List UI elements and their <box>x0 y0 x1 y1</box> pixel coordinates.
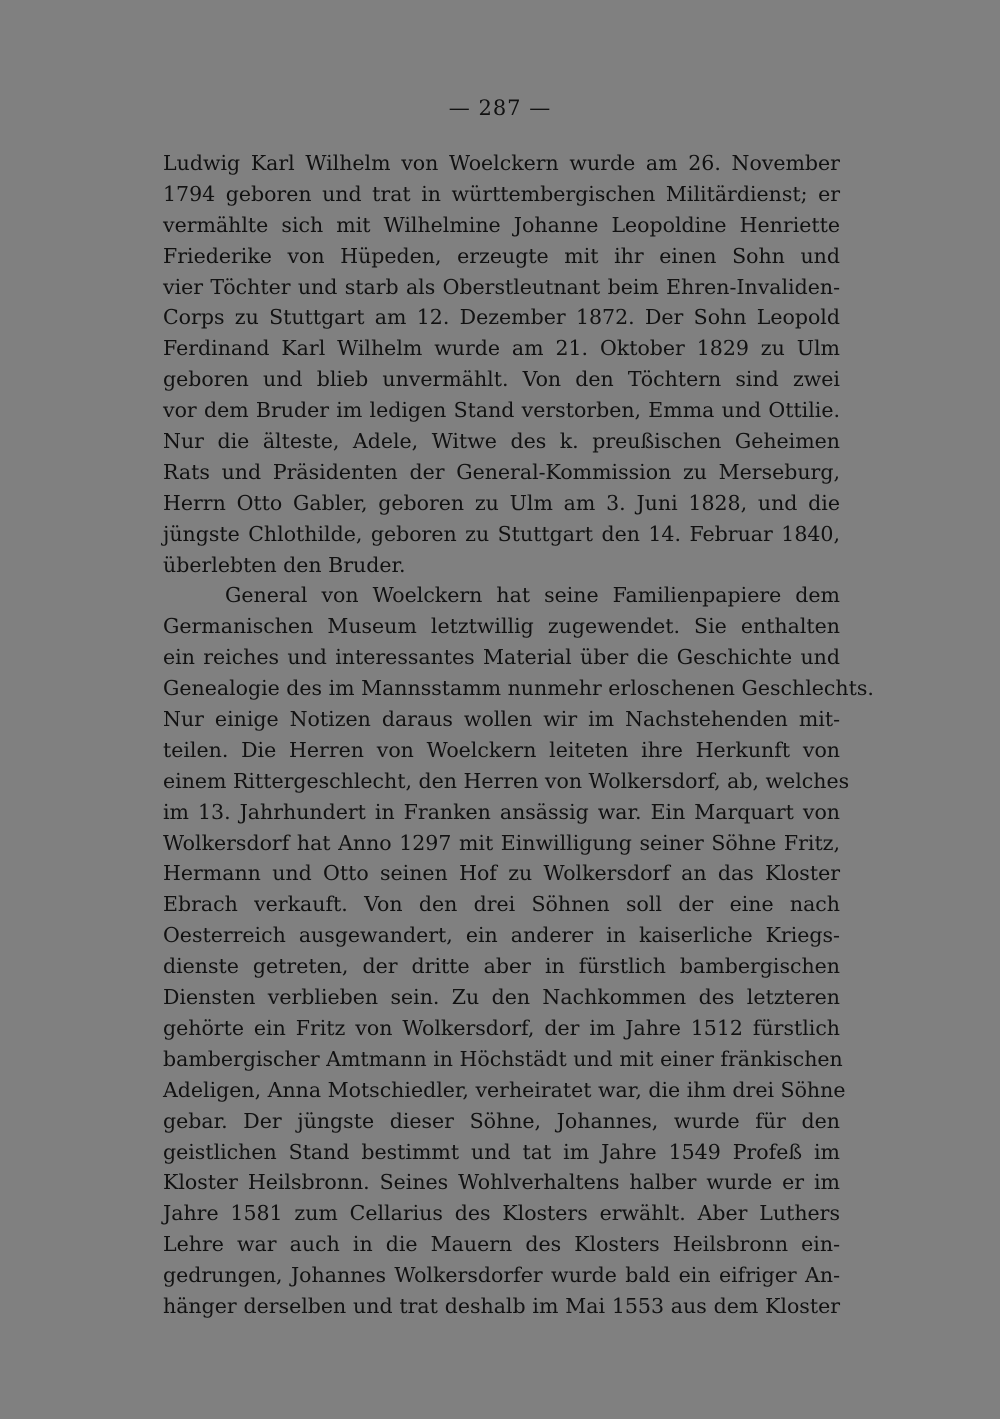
text-line: Wolkersdorf hat Anno 1297 mit Einwilligung seiner Söhne Fritz, <box>163 830 840 855</box>
text-line: 1794 geboren und trat in württembergischen Militärdienst; er <box>163 181 840 206</box>
text-line: hänger derselben und trat deshalb im Mai 1553 aus dem Kloster <box>163 1293 840 1318</box>
text-line: teilen. Die Herren von Woelckern leiteten ihre Herkunft von <box>163 737 840 762</box>
text-line: gedrungen, Johannes Wolkersdorfer wurde bald ein eifriger An- <box>163 1263 840 1288</box>
text-line: Genealogie des im Mannsstamm nunmehr erloschenen Geschlechts. <box>163 676 874 701</box>
text-line: Corps zu Stuttgart am 12. Dezember 1872. Der Sohn Leopold <box>163 305 840 330</box>
text-line: Nur einige Notizen daraus wollen wir im Nachstehenden mit- <box>163 707 840 732</box>
text-line: bambergischer Amtmann in Höchstädt und mit einer fränkischen <box>163 1046 843 1071</box>
text-line: Herrn Otto Gabler, geboren zu Ulm am 3. Juni 1828, und die <box>163 490 840 515</box>
paragraph-2 <box>163 580 874 1321</box>
text-line: Ebrach verkauft. Von den drei Söhnen soll der eine nach <box>163 892 840 917</box>
text-line: Rats und Präsidenten der General-Kommission zu Merseburg, <box>163 459 840 484</box>
text-line: einem Rittergeschlecht, den Herren von Wolkersdorf, ab, welches <box>163 768 850 793</box>
text-line: jüngste Chlothilde, geboren zu Stuttgart den 14. Februar 1840, <box>163 521 840 546</box>
text-line: vermählte sich mit Wilhelmine Johanne Leopoldine Henriette <box>163 212 840 237</box>
body-text <box>163 148 874 1322</box>
text-line: gehörte ein Fritz von Wolkersdorf, der im Jahre 1512 fürstlich <box>163 1015 840 1040</box>
text-line: überlebten den Bruder. <box>163 552 406 577</box>
text-line: Lehre war auch in die Mauern des Klosters Heilsbronn ein- <box>163 1232 840 1257</box>
text-line: geistlichen Stand bestimmt und tat im Jahre 1549 Profeß im <box>163 1139 840 1164</box>
text-line: vor dem Bruder im ledigen Stand verstorben, Emma und Ottilie. <box>163 398 840 423</box>
text-line: Jahre 1581 zum Cellarius des Klosters erwählt. Aber Luthers <box>163 1201 840 1226</box>
text-line: Nur die älteste, Adele, Witwe des k. preußischen Geheimen <box>163 429 840 454</box>
text-line: Kloster Heilsbronn. Seines Wohlverhaltens halber wurde er im <box>163 1170 840 1195</box>
text-line: dienste getreten, der dritte aber in fürstlich bambergischen <box>163 954 840 979</box>
text-line: Friederike von Hüpeden, erzeugte mit ihr einen Sohn und <box>163 243 840 268</box>
text-line: Hermann und Otto seinen Hof zu Wolkersdorf an das Kloster <box>163 861 840 886</box>
text-line: General von Woelckern hat seine Familienpapiere dem <box>225 583 840 608</box>
text-line: geboren und blieb unvermählt. Von den Töchtern sind zwei <box>163 367 840 392</box>
text-line: gebar. Der jüngste dieser Söhne, Johannes, wurde für den <box>163 1108 840 1133</box>
text-line: Ferdinand Karl Wilhelm wurde am 21. Oktober 1829 zu Ulm <box>163 336 840 361</box>
paragraph-1 <box>163 148 840 580</box>
text-line: im 13. Jahrhundert in Franken ansässig war. Ein Marquart von <box>163 799 840 824</box>
text-line: ein reiches und interessantes Material über die Geschichte und <box>163 645 840 670</box>
text-line: Ludwig Karl Wilhelm von Woelckern wurde am 26. November <box>163 151 840 175</box>
text-line: Oesterreich ausgewandert, ein anderer in kaiserliche Kriegs- <box>163 923 840 948</box>
text-line: Diensten verblieben sein. Zu den Nachkommen des letzteren <box>163 985 840 1010</box>
text-line: Germanischen Museum letztwillig zugewendet. Sie enthalten <box>163 614 840 639</box>
page-number: — 287 — <box>448 96 552 120</box>
text-line: Adeligen, Anna Motschiedler, verheiratet war, die ihm drei Söhne <box>163 1077 846 1102</box>
text-line: vier Töchter und starb als Oberstleutnant beim Ehren-Invaliden- <box>163 274 840 299</box>
